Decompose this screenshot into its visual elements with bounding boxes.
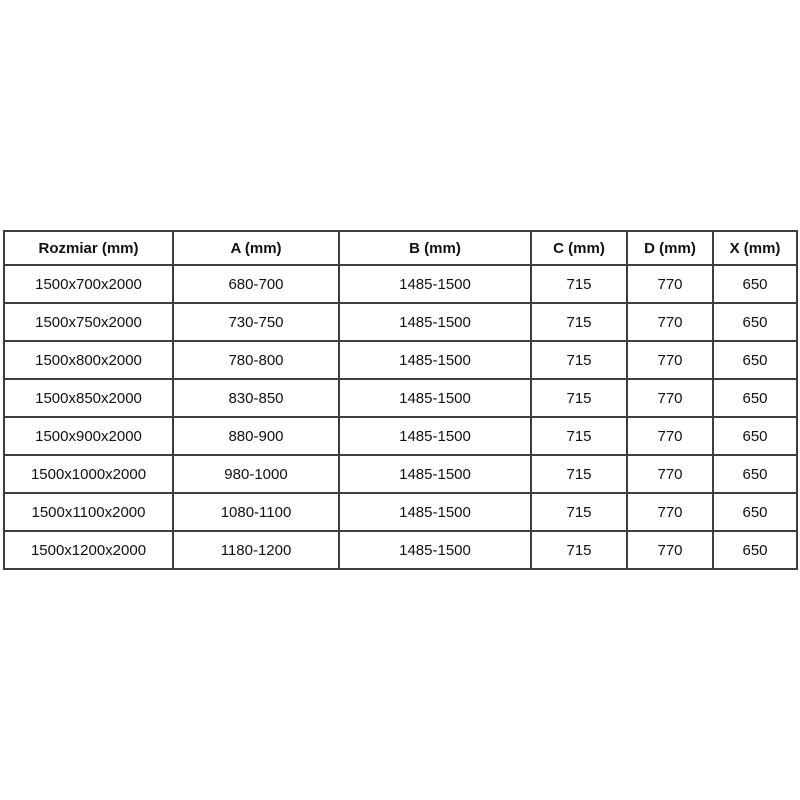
- table-cell: 1500x800x2000: [4, 341, 173, 379]
- table-cell: 1485-1500: [339, 265, 531, 303]
- table-cell: 880-900: [173, 417, 339, 455]
- table-cell: 650: [713, 493, 797, 531]
- table-cell: 650: [713, 417, 797, 455]
- table-cell: 650: [713, 265, 797, 303]
- column-header-a: A (mm): [173, 231, 339, 265]
- table-row: [4, 341, 797, 379]
- table-cell: 770: [627, 455, 713, 493]
- table-cell: 770: [627, 417, 713, 455]
- table-cell: 1485-1500: [339, 341, 531, 379]
- table-row: [4, 303, 797, 341]
- table-cell: 650: [713, 531, 797, 569]
- table-cell: 1485-1500: [339, 493, 531, 531]
- table-cell: 715: [531, 341, 627, 379]
- column-header-x: X (mm): [713, 231, 797, 265]
- table-cell: 770: [627, 493, 713, 531]
- table-cell: 715: [531, 417, 627, 455]
- table-header: [4, 231, 797, 265]
- table-cell: 1500x1000x2000: [4, 455, 173, 493]
- column-header-b: B (mm): [339, 231, 531, 265]
- table-cell: 715: [531, 493, 627, 531]
- table-cell: 770: [627, 531, 713, 569]
- table-cell: 680-700: [173, 265, 339, 303]
- table-cell: 1180-1200: [173, 531, 339, 569]
- dimensions-table-container: [3, 230, 798, 570]
- column-header-rozmiar: Rozmiar (mm): [4, 231, 173, 265]
- table-cell: 730-750: [173, 303, 339, 341]
- table-cell: 770: [627, 341, 713, 379]
- table-cell: 830-850: [173, 379, 339, 417]
- table-cell: 715: [531, 379, 627, 417]
- table-row: [4, 531, 797, 569]
- table-cell: 1500x700x2000: [4, 265, 173, 303]
- table-cell: 770: [627, 303, 713, 341]
- header-row: [4, 231, 797, 265]
- table-cell: 980-1000: [173, 455, 339, 493]
- column-header-d: D (mm): [627, 231, 713, 265]
- table-cell: 1485-1500: [339, 379, 531, 417]
- table-cell: 1500x850x2000: [4, 379, 173, 417]
- table-cell: 1500x750x2000: [4, 303, 173, 341]
- table-row: [4, 455, 797, 493]
- table-row: [4, 265, 797, 303]
- table-row: [4, 379, 797, 417]
- table-cell: 650: [713, 341, 797, 379]
- table-cell: 770: [627, 265, 713, 303]
- table-cell: 715: [531, 455, 627, 493]
- table-cell: 1500x1100x2000: [4, 493, 173, 531]
- column-header-c: C (mm): [531, 231, 627, 265]
- table-cell: 1485-1500: [339, 455, 531, 493]
- table-cell: 715: [531, 303, 627, 341]
- table-cell: 780-800: [173, 341, 339, 379]
- table-cell: 770: [627, 379, 713, 417]
- table-body: [4, 265, 797, 569]
- table-cell: 1500x1200x2000: [4, 531, 173, 569]
- table-cell: 1485-1500: [339, 417, 531, 455]
- table-cell: 1500x900x2000: [4, 417, 173, 455]
- table-cell: 650: [713, 455, 797, 493]
- table-cell: 1485-1500: [339, 531, 531, 569]
- table-cell: 650: [713, 379, 797, 417]
- table-row: [4, 493, 797, 531]
- table-cell: 715: [531, 265, 627, 303]
- table-cell: 1080-1100: [173, 493, 339, 531]
- table-cell: 650: [713, 303, 797, 341]
- table-row: [4, 417, 797, 455]
- table-cell: 1485-1500: [339, 303, 531, 341]
- dimensions-table: [3, 230, 798, 570]
- table-cell: 715: [531, 531, 627, 569]
